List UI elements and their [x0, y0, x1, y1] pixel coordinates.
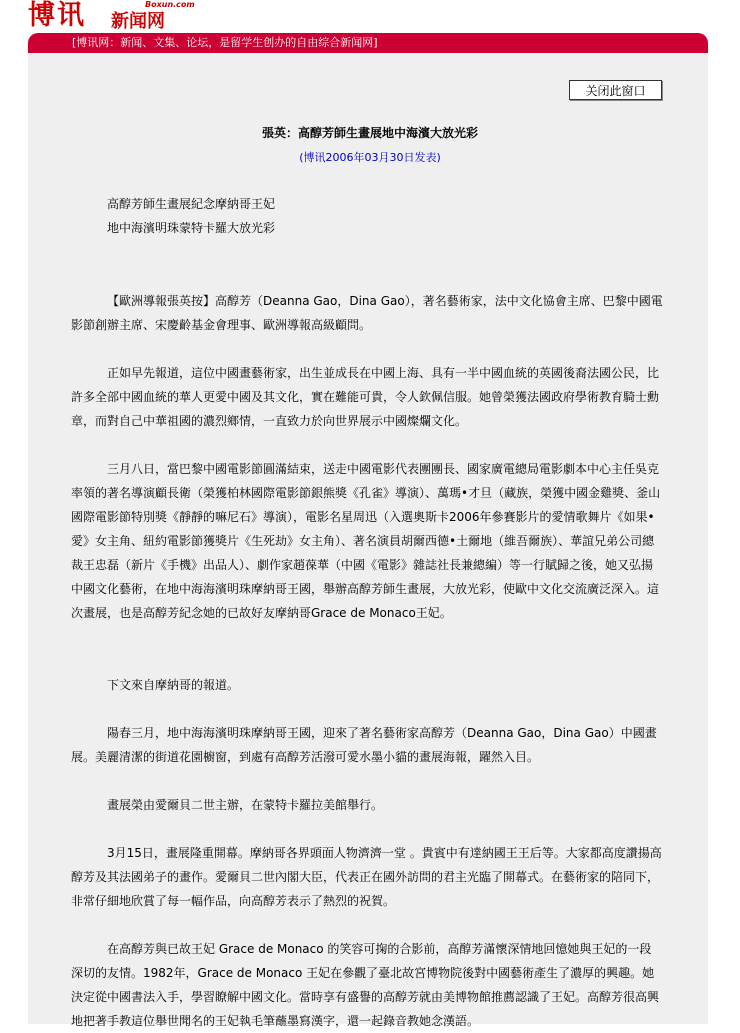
article-paragraph: [71, 841, 663, 913]
logo-sub: 新闻网: [111, 11, 165, 32]
paragraph-text: 陽春三月，地中海海濱明珠摩納哥王國，迎來了著名藝術家高醇芳（Deanna Gao，Dina Gao）中國畫展。美麗清潔的街道花園櫥窗，到處有高醇芳活潑可愛水墨小貓的畫展海報，躍然入目。: [71, 726, 657, 764]
article-paragraph: [71, 721, 663, 769]
article-date: (博讯2006年03月30日发表): [299, 151, 441, 164]
paragraph-text: 3月15日，畫展隆重開幕。摩納哥各界頭面人物濟濟一堂 。貴賓中有達納國王王后等。大家都高度讚揚高醇芳及其法國弟子的畫作。愛爾貝二世內閣大臣，代表正在國外訪問的君主光臨了開幕式。在藝術家的陪同下，非常仔細地欣賞了每一幅作品，向高醇芳表示了熱烈的祝賀。: [71, 846, 662, 908]
site-banner: [28, 33, 708, 53]
paragraph-text: 在高醇芳與已故王妃 Grace de Monaco 的笑容可掬的合影前，高醇芳滿懷深情地回憶她與王妃的一段深切的友情。1982年，Grace de Monaco 王妃在參觀了臺北故宮博物院後對中國藝術產生了濃厚的興趣。她決定從中國書法入手，學習瞭解中國文化。當時享有盛譽的高醇芳就由美博物館推薦認識了王妃。高醇芳很高興地把著手教這位舉世聞名的王妃執毛筆蘸墨寫漢字，還一起錄音教她念漢語。: [71, 942, 660, 1028]
article-paragraph: [71, 937, 663, 1033]
logo-url: Boxun.com: [145, 0, 195, 9]
article-paragraph: [71, 793, 663, 817]
article-paragraph: [71, 361, 663, 433]
article-paragraph: [71, 673, 663, 697]
article-paragraph: [71, 289, 663, 337]
article-subtitle: [107, 192, 667, 240]
article-title: 張英：高醇芳師生畫展地中海濱大放光彩: [261, 126, 478, 140]
article-paragraph: [71, 457, 663, 625]
paragraph-text: 畫展榮由愛爾貝二世主辦，在蒙特卡羅拉美館舉行。: [107, 798, 384, 812]
paragraph-text: 三月八日，當巴黎中國電影節圓滿結束，送走中國電影代表團團長、國家廣電總局電影劇本中心主任吳克率領的著名導演顧長衛（榮獲柏林國際電影節銀熊獎《孔雀》導演）、萬瑪•才旦（藏族，榮獲中國金雞獎、釜山國際電影節特別獎《靜靜的嘛尼石》導演），電影名星周迅（入選奧斯卡2006年參賽影片的愛情歌舞片《如果•愛》女主角、紐約電影節獲獎片《生死劫》女主角）、著名演員胡爾西德•土爾地（維吾爾族）、華誼兄弟公司總裁王忠磊（新片《手機》出品人）、劇作家趙葆華（中國《電影》雜誌社長兼總編）等一行賦歸之後，她又弘揚中國文化藝術，在地中海海濱明珠摩納哥王國，舉辦高醇芳師生畫展，大放光彩，使歐中文化交流廣泛深入。這次畫展，也是高醇芳紀念她的已故好友摩納哥Grace de Monaco王妃。: [71, 462, 661, 620]
close-window-button[interactable]: 关闭此窗口: [569, 80, 662, 100]
paragraph-text: 【歐洲導報張英按】高醇芳（Deanna Gao，Dina Gao），著名藝術家，法中文化協會主席、巴黎中國電影節創辦主席、宋慶齡基金會理事、歐洲導報高級顧問。: [71, 294, 663, 332]
paragraph-text: 下文來自摩納哥的報道。: [107, 678, 240, 692]
banner-text: [博讯网：新闻、文集、论坛，是留学生创办的自由综合新闻网]: [72, 36, 378, 49]
subtitle-line: 地中海濱明珠蒙特卡羅大放光彩: [107, 221, 276, 235]
paragraph-text: 正如早先報道，這位中國畫藝術家，出生並成長在中國上海、具有一半中國血統的英國後裔法國公民，比許多全部中國血統的華人更愛中國及其文化，實在難能可貴，令人欽佩信服。她曾榮獲法國政府學術教育騎士勳章，而對自己中華祖國的濃烈鄉情，一直致力於向世界展示中國燦爛文化。: [71, 366, 660, 428]
logo-main: 博讯: [28, 0, 86, 31]
subtitle-line: 高醇芳師生畫展紀念摩納哥王妃: [107, 197, 276, 211]
